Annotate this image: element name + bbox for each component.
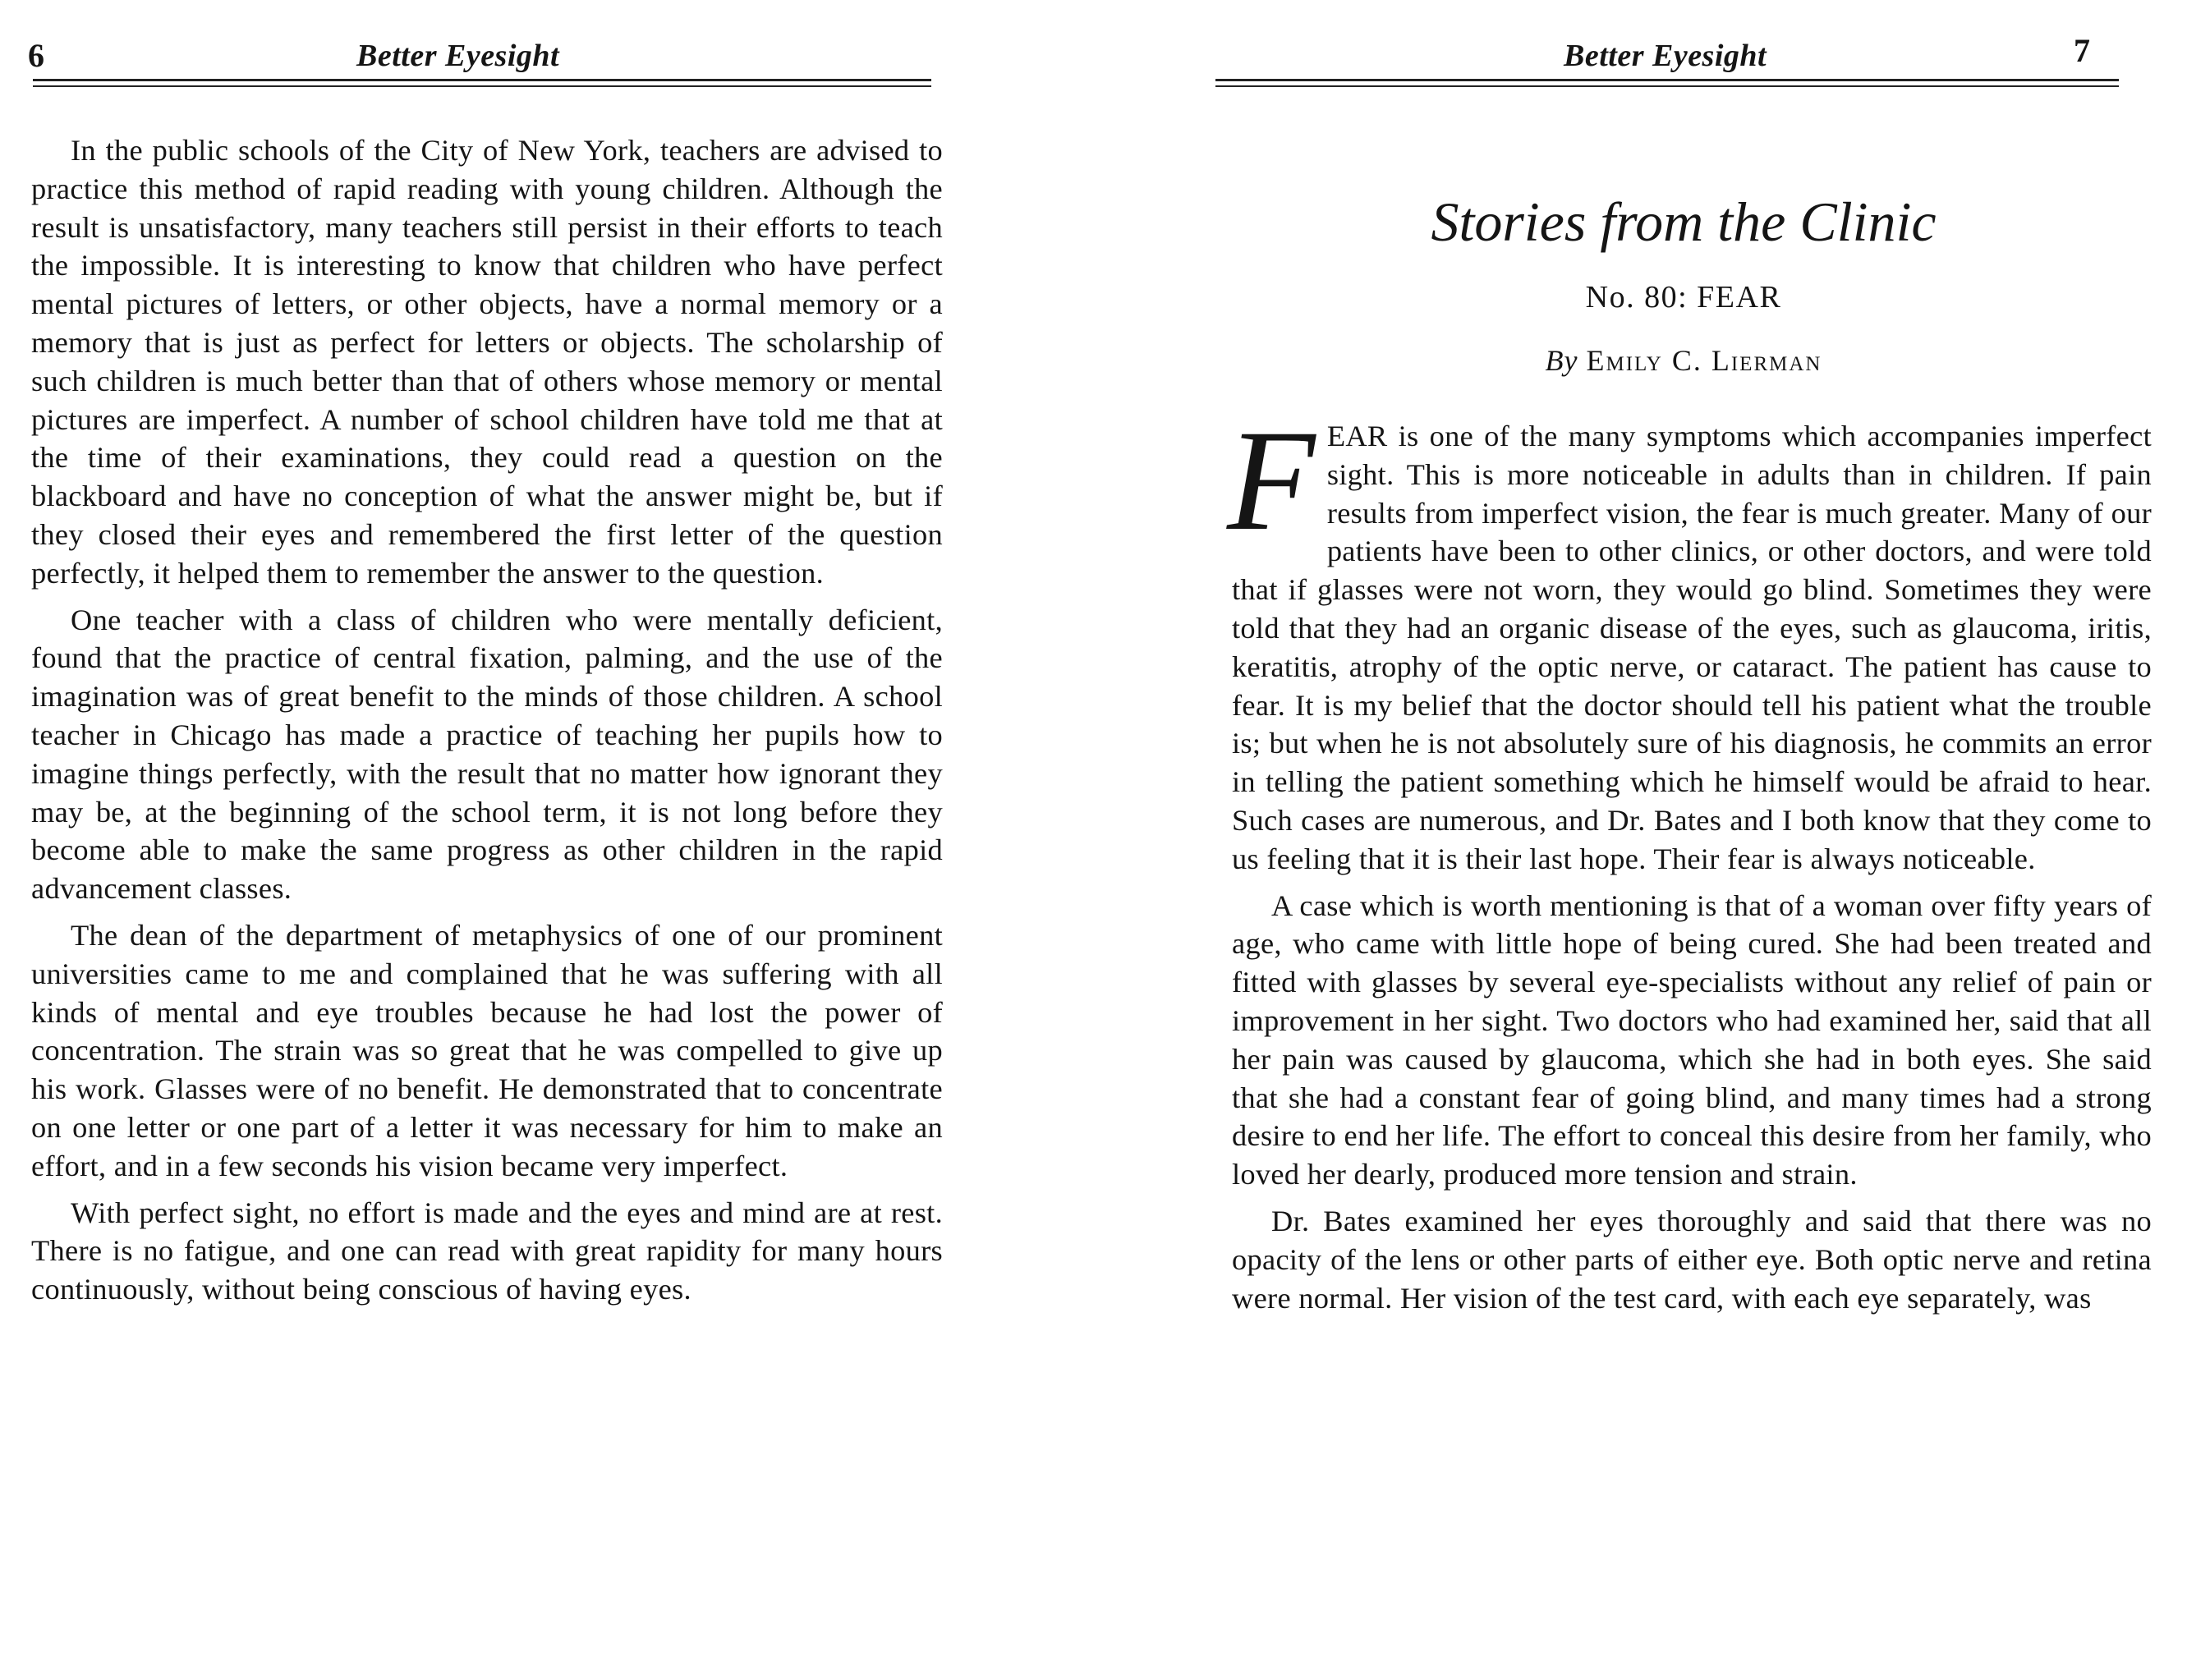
paragraph: In the public schools of the City of New York, teachers are advised to practice this method of rapid reading with young children. Although the result is unsatisfactory, many teachers still persist in their efforts to teach the impossible. It is interesting to know that children who have perfect mental pictures of letters, or other objects, have a normal memory or a memory that is just as perfect for letters or objects. The scholarship of such children is much better than that of others whose memory or mental pictures are imperfect. A number of school children have told me that at the time of their examinations, they could read a question on the blackboard and have no conception of what the answer might be, but if they closed their eyes and remembered the first letter of the question perfectly, it helped them to remember the answer to the question. xyxy=(31,134,943,590)
paragraph: With perfect sight, no effort is made and the eyes and mind are at rest. There is no fatigue, and one can read with great rapidity for many hours continuously, without being conscious of having eyes. xyxy=(31,1196,943,1306)
article-subtitle: No. 80: FEAR xyxy=(1585,280,1782,314)
page-number: 6 xyxy=(28,37,44,74)
drop-cap: F xyxy=(1227,401,1316,561)
running-title: Better Eyesight xyxy=(356,39,560,73)
header-rule xyxy=(33,79,931,81)
left-page xyxy=(0,0,969,1680)
header-rule xyxy=(33,85,931,87)
byline xyxy=(1232,343,2135,378)
paragraph: The dean of the department of metaphysics of one of our prominent universities came to me and complained that he was suffering with all kinds of mental and eye troubles because he had lost the power of concentration. The strain was so great that he was compelled to give up his work. Glasses were of no benefit. He demonstrated that to concentrate on one letter or one part of a letter it was necessary for him to make an effort, and in a few seconds his vision became very imperfect. xyxy=(31,918,943,1182)
page-header xyxy=(28,31,931,80)
paragraph: One teacher with a class of children who were mentally deficient, found that the practice of central fixation, palming, and the use of the imagination was of great benefit to the minds of those children. A school teacher in Chicago has made a practice of teaching her pupils how to imagine things perfectly, with the result that no matter how ignorant they may be, at the beginning of the school term, it is not long before they become able to make the same progress as other children in the rapid advancement classes. xyxy=(31,603,943,906)
header-rule xyxy=(1215,79,2119,81)
author-name: Emily C. Lierman xyxy=(1586,344,1822,377)
paragraph: Dr. Bates examined her eyes thoroughly and said that there was no opacity of the lens or other parts of either eye. Both optic nerve and retina were normal. Her vision of the test card, with each eye separately, was xyxy=(1232,1204,2152,1315)
paragraph-text: EAR is one of the many symptoms which accompanies imperfect sight. This is more noticeable in adults than in children. If pain results from imperfect vision, the fear is much greater. Many of our patients have been to other clinics, or other doctors, and were told that if glasses were not worn, they would go blind. Sometimes they were told that they had an organic disease of the eyes, such as glaucoma, iritis, keratitis, atrophy of the optic nerve, or cataract. The patient has cause to fear. It is my belief that the doctor should tell his patient what the trouble is; but when he is not absolutely sure of his diagnosis, he commits an error in telling the patient something which he himself would be afraid to hear. Such cases are numerous, and Dr. Bates and I both know that they come to us feeling that it is their last hope. Their fear is always noticeable. xyxy=(1232,420,2152,875)
right-page xyxy=(1199,0,2187,1680)
running-title: Better Eyesight xyxy=(1564,39,1767,73)
page-header xyxy=(1215,31,2119,80)
article-title: Stories from the Clinic xyxy=(1431,190,1937,253)
page-number: 7 xyxy=(2074,32,2090,69)
first-paragraph xyxy=(1227,401,2152,879)
header-rule xyxy=(1215,85,2119,87)
byline-prefix: By xyxy=(1545,344,1578,377)
body-text xyxy=(1227,401,2152,1325)
body-text xyxy=(31,131,943,1317)
paragraph: A case which is worth mentioning is that of a woman over fifty years of age, who came with little hope of being cured. She had been treated and fitted with glasses by several eye-specialists without any relief of pain or improvement in her sight. Two doctors who had examined her, said that all her pain was caused by glaucoma, which she had in both eyes. She said that she had a constant fear of going blind, and many times had a strong desire to end her life. The effort to conceal this desire from her family, who loved her dearly, produced more tension and strain. xyxy=(1232,888,2152,1191)
